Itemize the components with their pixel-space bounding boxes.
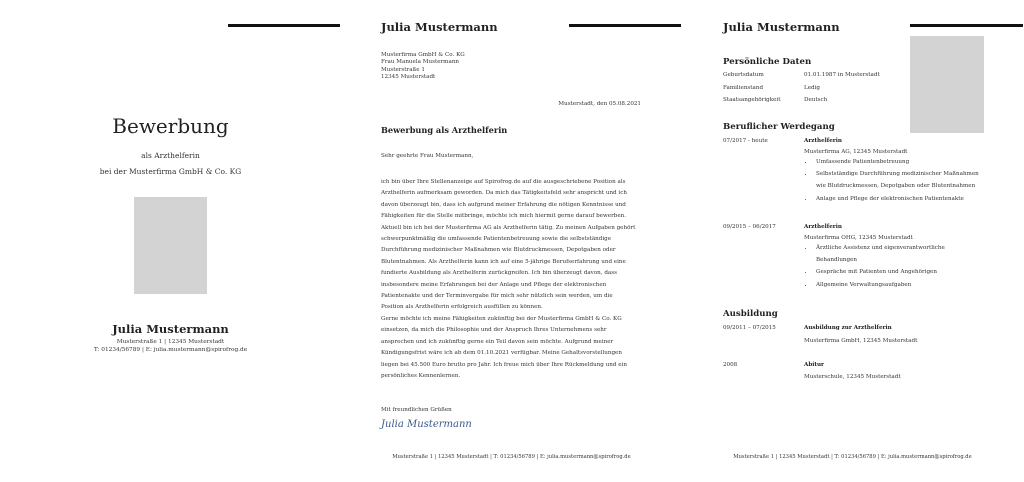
cv-footer: Musterstraße 1 | 12345 Musterstadt | T: 01234/56789 | E: julia.mustermann@spirofrog.de: [733, 454, 972, 460]
header-rule: [569, 24, 681, 27]
letter-page: [341, 0, 682, 482]
header-rule: [228, 24, 340, 27]
body-line: einsetzen, da mich die Philosophie und der Anspruch Ihres Unternehmens sehr: [381, 327, 607, 334]
body-line: davon überzeugt bin, dass ich aufgrund meiner Erfahrung die nötigen Kenntnisse und: [381, 201, 626, 208]
cover-contact: T: 01234/56789 | E: julia.mustermann@spirofrog.de: [93, 347, 248, 353]
career-employer: Musterfirma OHG, 12345 Musterstadt: [804, 235, 913, 241]
body-line: Gerne möchte ich meine Fähigkeiten zukünftig bei der Musterfirma GmbH & Co. KG: [381, 315, 622, 322]
career-task: • Anlage und Pflege der elektronischen Patientenakte: [814, 193, 984, 205]
education-title-item: Ausbildung zur Arzthelferin: [804, 325, 892, 331]
body-line: Durchführung medizinischer Maßnahmen wie Blutdruckmessen, Depotgaben oder: [381, 247, 616, 254]
career-tasks: [804, 242, 984, 291]
recipient-block: [381, 52, 465, 82]
body-line: schwerpunktmäßig die umfassende Patientenbetreuung sowie die selbstständige: [381, 236, 612, 243]
cover-page: [0, 0, 341, 482]
cover-company-line: bei der Musterfirma GmbH & Co. KG: [99, 167, 242, 176]
cover-name: Julia Mustermann: [112, 322, 229, 336]
cv-page: [682, 0, 1023, 482]
body-line: liegen bei 45.500 Euro brutto pro Jahr. Ich freue mich über Ihre Rückmeldung und ein: [381, 361, 627, 368]
education-place: Musterfirma GmbH, 12345 Musterstadt: [804, 338, 918, 344]
body-line: Kündigungsfrist wäre ich ab dem 01.10.2021 verfügbar. Meine Gehaltsvorstellungen: [381, 350, 622, 357]
body-line: persönliches Kennenlernen.: [381, 372, 461, 379]
recipient-line: Frau Manuela Mustermann: [381, 59, 460, 66]
personal-data-title: Persönliche Daten: [723, 57, 812, 67]
education-title-item: Abitur: [804, 362, 824, 368]
body-line: Patientenakte und der Terminvergabe für mich sehr nützlich sein werden, um die: [381, 293, 613, 300]
personal-label: Staatsangehörigkeit: [723, 97, 781, 103]
career-task: • Umfassende Patientenbetreuung: [814, 156, 984, 168]
career-task: • Selbstständige Durchführung medizinischer Maßnahmen wie Blutdruckmessen, Depotgaben oder Blutentnahmen: [814, 168, 984, 192]
body-line: Blutentnahmen. Als Arzthelferin kann ich auf eine 5-jährige Berufserfahrung und eine: [381, 258, 626, 265]
career-period: 09/2015 – 06/2017: [723, 224, 776, 230]
personal-value: Deutsch: [804, 97, 828, 103]
letter-footer: Musterstraße 1 | 12345 Musterstadt | T: 01234/56789 | E: julia.mustermann@spirofrog.de: [392, 454, 631, 460]
letter-subject: Bewerbung als Arzthelferin: [381, 125, 508, 135]
body-line: insbesondere meine Erfahrungen bei der Anlage und Pflege der elektronischen: [381, 281, 607, 288]
career-employer: Musterfirma AG, 12345 Musterstadt: [804, 149, 908, 155]
body-line: Arzthelferin aufmerksam geworden. Da mich das Tätigkeitsfeld sehr anspricht und ich: [381, 190, 627, 197]
education-title: Ausbildung: [723, 309, 778, 319]
cv-photo-placeholder: [910, 36, 984, 133]
letter-greeting: Sehr geehrte Frau Mustermann,: [381, 153, 474, 159]
career-task: • Gespräche mit Patienten und Angehörigen: [814, 266, 984, 278]
personal-label: Geburtsdatum: [723, 72, 764, 78]
personal-value: Ledig: [804, 85, 820, 91]
letter-name-heading: Julia Mustermann: [381, 20, 498, 34]
career-tasks: [804, 156, 984, 205]
body-line: Aktuell bin ich bei der Musterfirma AG als Arzthelferin tätig. Zu meinen Aufgaben gehört: [381, 224, 636, 231]
letter-date: Musterstadt, den 05.08.2021: [558, 101, 641, 107]
signature: Julia Mustermann: [381, 419, 472, 430]
career-task: • Allgemeine Verwaltungsaufgaben: [814, 279, 984, 291]
body-line: ich bin über Ihre Stellenanzeige auf Spirofrog.de auf die ausgeschriebene Position als: [381, 179, 626, 185]
career-period: 07/2017 - heute: [723, 138, 768, 144]
recipient-line: Musterstraße 1: [381, 66, 425, 73]
career-entry: [804, 224, 984, 291]
cv-name-heading: Julia Mustermann: [723, 20, 840, 34]
body-line: Fähigkeiten für die Stelle mitbringe, möchte ich mich hiermit gerne darauf bewerben.: [381, 213, 627, 220]
personal-value: 01.01.1987 in Musterstadt: [804, 72, 880, 78]
body-line: ansprechen und ich zukünftig gerne ein Teil davon sein möchte. Aufgrund meiner: [381, 338, 614, 345]
education-period: 09/2011 – 07/2015: [723, 325, 776, 331]
cover-address: Musterstraße 1 | 12345 Musterstadt: [116, 339, 225, 345]
personal-label: Familienstand: [723, 85, 764, 91]
recipient-line: 12345 Musterstadt: [381, 74, 436, 81]
career-task: • Ärztliche Assistenz und eigenverantwortliche Behandlungen: [814, 242, 984, 266]
career-role: Arzthelferin: [804, 224, 842, 230]
career-entry: [804, 138, 984, 205]
letter-closing: Mit freundlichen Grüßen: [381, 407, 452, 413]
cover-title: Bewerbung: [112, 114, 229, 138]
body-line: Position als Arzthelferin erfolgreich ausfüllen zu können.: [381, 304, 543, 311]
education-place: Musterschule, 12345 Musterstadt: [804, 374, 901, 380]
education-period: 2008: [723, 362, 738, 368]
cover-role-line: als Arzthelferin: [141, 151, 200, 160]
body-line: fundierte Ausbildung als Arzthelferin zurückgreifen. Ich bin überzeugt davon, dass: [381, 270, 617, 277]
career-role: Arzthelferin: [804, 138, 842, 144]
letter-body: [381, 177, 643, 382]
photo-placeholder: [134, 197, 207, 294]
header-rule: [910, 24, 1023, 27]
recipient-line: Musterfirma GmbH & Co. KG: [381, 52, 465, 58]
career-title: Beruflicher Werdegang: [723, 122, 835, 132]
